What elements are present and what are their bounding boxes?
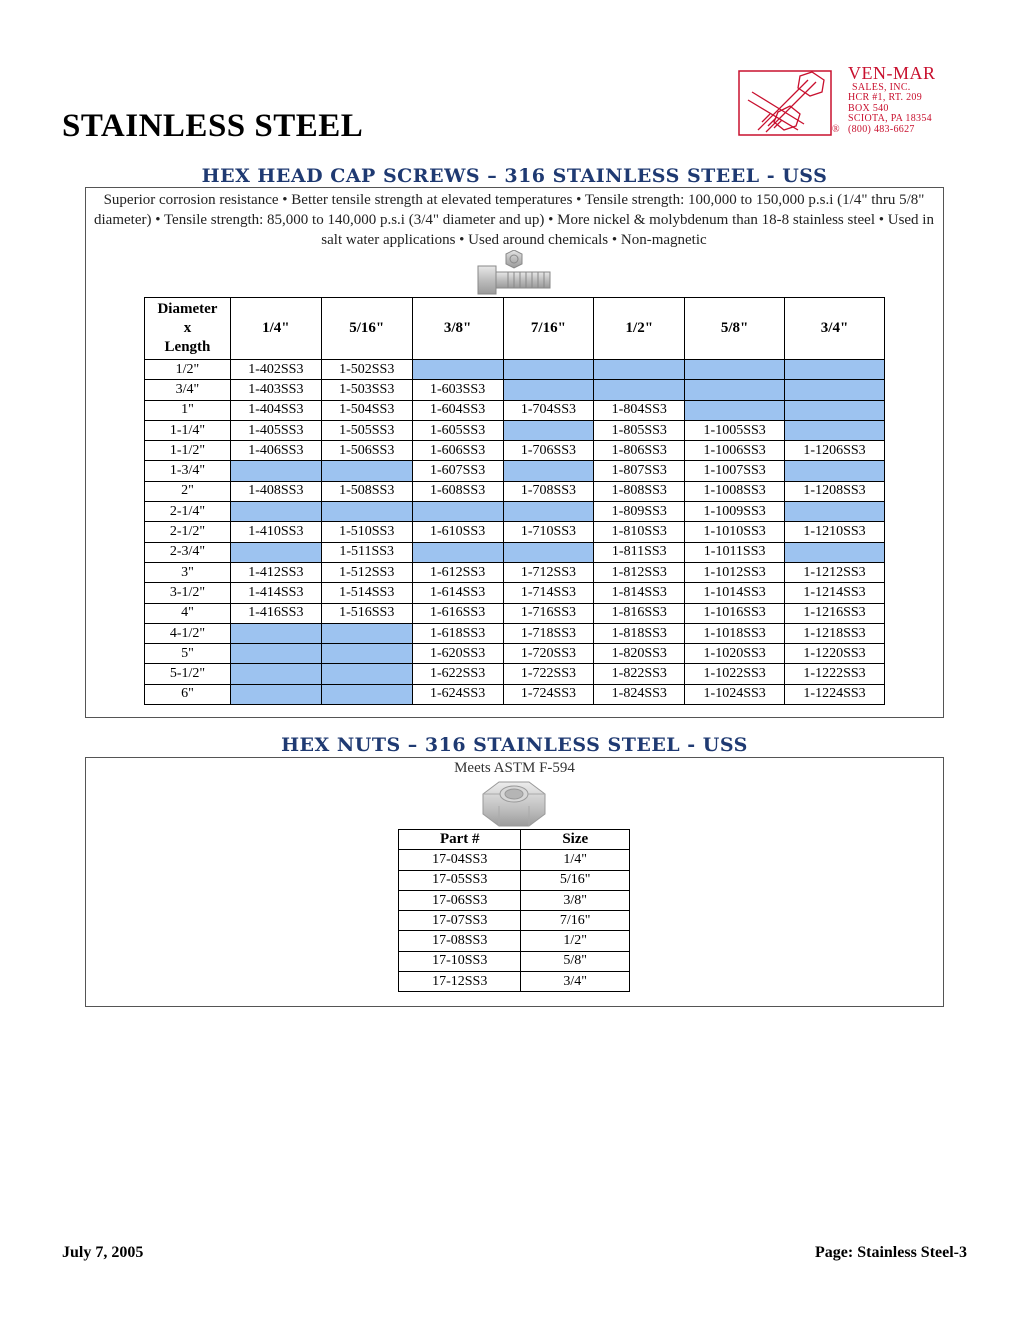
unavailable-cell [785,360,885,380]
part-number-cell: 1-820SS3 [594,644,685,664]
footer-date: July 7, 2005 [62,1244,144,1261]
part-number-cell: 1-416SS3 [230,603,321,623]
part-number-cell: 1-1224SS3 [785,684,885,704]
unavailable-cell [685,360,785,380]
part-number-cell: 1-816SS3 [594,603,685,623]
logo-line: SCIOTA, PA 18354 [848,113,932,125]
logo-registered-mark: ® [832,124,840,135]
part-number-cell: 1-504SS3 [321,400,412,420]
part-number-cell: 1-607SS3 [412,461,503,481]
part-number-cell: 1-505SS3 [321,420,412,440]
table-row [399,972,630,992]
part-number-cell: 1-508SS3 [321,481,412,501]
size-cell: 7/16" [521,911,630,931]
unavailable-cell [503,502,594,522]
length-cell: 2-1/4" [145,502,231,522]
table-row [145,684,885,704]
table-row [145,562,885,582]
part-number-cell: 1-808SS3 [594,481,685,501]
hex-bolt-icon [476,250,554,301]
part-number-cell: 1-712SS3 [503,562,594,582]
unavailable-cell [321,644,412,664]
unavailable-cell [321,664,412,684]
part-number-cell: 1-1012SS3 [685,562,785,582]
size-cell: 1/4" [521,850,630,870]
part-number-cell: 1-412SS3 [230,562,321,582]
length-cell: 4" [145,603,231,623]
part-number-cell: 1-403SS3 [230,380,321,400]
unavailable-cell [785,420,885,440]
part-number-cell: 17-05SS3 [399,870,521,890]
part-number-cell: 1-720SS3 [503,644,594,664]
unavailable-cell [230,644,321,664]
size-header: Size [521,830,630,850]
unavailable-cell [230,623,321,643]
hex-nut-icon [481,778,547,833]
part-number-cell: 17-08SS3 [399,931,521,951]
table-row [145,603,885,623]
part-number-cell: 1-511SS3 [321,542,412,562]
table-row [145,583,885,603]
part-number-cell: 17-12SS3 [399,972,521,992]
screws-section-title: HEX HEAD CAP SCREWS – 316 STAINLESS STEEL - USS [201,165,828,187]
part-number-cell: 1-408SS3 [230,481,321,501]
part-number-cell: 1-503SS3 [321,380,412,400]
part-number-cell: 1-1222SS3 [785,664,885,684]
size-cell: 3/4" [521,972,630,992]
size-cell: 1/2" [521,931,630,951]
part-number-cell: 1-710SS3 [503,522,594,542]
part-number-cell: 1-406SS3 [230,441,321,461]
part-number-cell: 1-1216SS3 [785,603,885,623]
unavailable-cell [503,461,594,481]
diameter-header: 5/8" [685,298,785,360]
header-line: Diameter [157,301,218,317]
unavailable-cell [321,461,412,481]
length-cell: 3/4" [145,380,231,400]
table-row [145,542,885,562]
part-number-cell: 1-604SS3 [412,400,503,420]
header-line: Length [164,339,211,355]
size-cell: 5/8" [521,951,630,971]
diameter-header: 1/4" [230,298,321,360]
part-number-cell: 1-807SS3 [594,461,685,481]
part-number-cell: 1-622SS3 [412,664,503,684]
table-row [145,664,885,684]
astm-spec-text: Meets ASTM F-594 [454,760,575,776]
unavailable-cell [230,461,321,481]
nuts-section-title: HEX NUTS – 316 STAINLESS STEEL - USS [281,734,748,756]
part-number-cell: 1-1020SS3 [685,644,785,664]
length-cell: 5-1/2" [145,664,231,684]
table-header-row [145,298,885,360]
unavailable-cell [785,542,885,562]
part-number-cell: 1-818SS3 [594,623,685,643]
part-number-cell: 1-718SS3 [503,623,594,643]
part-number-cell: 1-805SS3 [594,420,685,440]
length-cell: 1-1/2" [145,441,231,461]
part-number-cell: 1-1011SS3 [685,542,785,562]
table-row [145,420,885,440]
part-number-cell: 1-410SS3 [230,522,321,542]
part-number-cell: 1-502SS3 [321,360,412,380]
hex-nuts-table [398,829,630,992]
unavailable-cell [230,502,321,522]
part-number-cell: 1-1212SS3 [785,562,885,582]
part-number-cell: 1-1206SS3 [785,441,885,461]
length-cell: 2-1/2" [145,522,231,542]
logo-line: BOX 540 [848,102,889,114]
table-row [145,644,885,664]
part-number-cell: 1-402SS3 [230,360,321,380]
part-number-cell: 1-811SS3 [594,542,685,562]
part-number-cell: 1-822SS3 [594,664,685,684]
part-number-cell: 1-1016SS3 [685,603,785,623]
table-row [145,400,885,420]
table-row [399,951,630,971]
part-number-cell: 1-1018SS3 [685,623,785,643]
length-cell: 1/2" [145,360,231,380]
table-row [399,931,630,951]
logo-company-name: VEN-MAR [848,63,936,83]
table-header-row [399,830,630,850]
length-cell: 6" [145,684,231,704]
diameter-header: 3/4" [785,298,885,360]
logo-bolt-icon [738,70,832,136]
part-number-cell: 1-1008SS3 [685,481,785,501]
part-number-cell: 1-724SS3 [503,684,594,704]
part-number-cell: 1-804SS3 [594,400,685,420]
part-number-cell: 1-714SS3 [503,583,594,603]
part-number-cell: 1-620SS3 [412,644,503,664]
part-number-header: Part # [399,830,521,850]
footer-page-number: Page: Stainless Steel-3 [815,1244,967,1261]
size-cell: 5/16" [521,870,630,890]
part-number-cell: 1-512SS3 [321,562,412,582]
part-number-cell: 1-1208SS3 [785,481,885,501]
table-row [145,380,885,400]
length-cell: 5" [145,644,231,664]
part-number-cell: 1-812SS3 [594,562,685,582]
part-number-cell: 1-614SS3 [412,583,503,603]
diameter-header: 1/2" [594,298,685,360]
part-number-cell: 1-722SS3 [503,664,594,684]
part-number-cell: 1-1007SS3 [685,461,785,481]
unavailable-cell [321,684,412,704]
table-row [399,850,630,870]
part-number-cell: 1-1220SS3 [785,644,885,664]
table-row [145,481,885,501]
unavailable-cell [594,360,685,380]
table-row [399,890,630,910]
part-number-cell: 1-824SS3 [594,684,685,704]
unavailable-cell [503,420,594,440]
part-number-cell: 1-1022SS3 [685,664,785,684]
part-number-cell: 1-510SS3 [321,522,412,542]
logo-line: (800) 483-6627 [848,123,915,135]
table-row [399,870,630,890]
page-title: STAINLESS STEEL [62,108,364,144]
cap-screws-table [144,297,885,705]
unavailable-cell [230,542,321,562]
table-row [145,360,885,380]
unavailable-cell [412,542,503,562]
unavailable-cell [785,461,885,481]
part-number-cell: 1-1009SS3 [685,502,785,522]
unavailable-cell [503,360,594,380]
part-number-cell: 1-1214SS3 [785,583,885,603]
length-cell: 1-1/4" [145,420,231,440]
part-number-cell: 1-810SS3 [594,522,685,542]
part-number-cell: 1-814SS3 [594,583,685,603]
table-row [399,911,630,931]
unavailable-cell [685,400,785,420]
length-cell: 3-1/2" [145,583,231,603]
part-number-cell: 1-1014SS3 [685,583,785,603]
table-row [145,461,885,481]
part-number-cell: 1-1024SS3 [685,684,785,704]
diameter-length-header [145,298,231,360]
part-number-cell: 1-610SS3 [412,522,503,542]
part-number-cell: 1-605SS3 [412,420,503,440]
part-number-cell: 1-516SS3 [321,603,412,623]
unavailable-cell [230,684,321,704]
unavailable-cell [785,502,885,522]
table-row [145,441,885,461]
part-number-cell: 1-1005SS3 [685,420,785,440]
part-number-cell: 1-1218SS3 [785,623,885,643]
part-number-cell: 1-616SS3 [412,603,503,623]
unavailable-cell [412,502,503,522]
company-logo [738,64,960,138]
part-number-cell: 1-708SS3 [503,481,594,501]
table-row [145,522,885,542]
part-number-cell: 1-704SS3 [503,400,594,420]
unavailable-cell [594,380,685,400]
unavailable-cell [412,360,503,380]
part-number-cell: 1-1010SS3 [685,522,785,542]
diameter-header: 5/16" [321,298,412,360]
length-cell: 2" [145,481,231,501]
unavailable-cell [785,380,885,400]
part-number-cell: 1-806SS3 [594,441,685,461]
table-row [145,623,885,643]
unavailable-cell [685,380,785,400]
unavailable-cell [321,502,412,522]
length-cell: 2-3/4" [145,542,231,562]
size-cell: 3/8" [521,890,630,910]
part-number-cell: 1-404SS3 [230,400,321,420]
part-number-cell: 1-514SS3 [321,583,412,603]
length-cell: 3" [145,562,231,582]
part-number-cell: 1-606SS3 [412,441,503,461]
part-number-cell: 1-414SS3 [230,583,321,603]
part-number-cell: 1-1006SS3 [685,441,785,461]
header-line: x [183,320,192,336]
part-number-cell: 1-506SS3 [321,441,412,461]
part-number-cell: 1-612SS3 [412,562,503,582]
part-number-cell: 17-06SS3 [399,890,521,910]
table-row [145,502,885,522]
part-number-cell: 1-706SS3 [503,441,594,461]
screws-description: Superior corrosion resistance • Better tensile strength at elevated temperatures • Tensile strength: 100,000 to 150,000 p.s.i (1/4" thru 5/8" diameter) • Tensile strength: 85,000 to 140,000 p.s.i (3/4" diameter and up) • More nickel & molybdenum than 18-8 stainless steel • Used in salt water applications • Used around chemicals • Non-magnetic [94,192,934,248]
part-number-cell: 17-07SS3 [399,911,521,931]
part-number-cell: 1-608SS3 [412,481,503,501]
unavailable-cell [321,623,412,643]
unavailable-cell [785,400,885,420]
part-number-cell: 1-405SS3 [230,420,321,440]
part-number-cell: 17-04SS3 [399,850,521,870]
part-number-cell: 1-624SS3 [412,684,503,704]
length-cell: 1-3/4" [145,461,231,481]
part-number-cell: 17-10SS3 [399,951,521,971]
unavailable-cell [503,542,594,562]
length-cell: 4-1/2" [145,623,231,643]
logo-line: HCR #1, RT. 209 [848,92,922,104]
part-number-cell: 1-1210SS3 [785,522,885,542]
length-cell: 1" [145,400,231,420]
part-number-cell: 1-809SS3 [594,502,685,522]
logo-line: SALES, INC. [852,81,911,93]
diameter-header: 3/8" [412,298,503,360]
unavailable-cell [230,664,321,684]
diameter-header: 7/16" [503,298,594,360]
part-number-cell: 1-603SS3 [412,380,503,400]
part-number-cell: 1-618SS3 [412,623,503,643]
part-number-cell: 1-716SS3 [503,603,594,623]
unavailable-cell [503,380,594,400]
logo-text [848,64,936,135]
